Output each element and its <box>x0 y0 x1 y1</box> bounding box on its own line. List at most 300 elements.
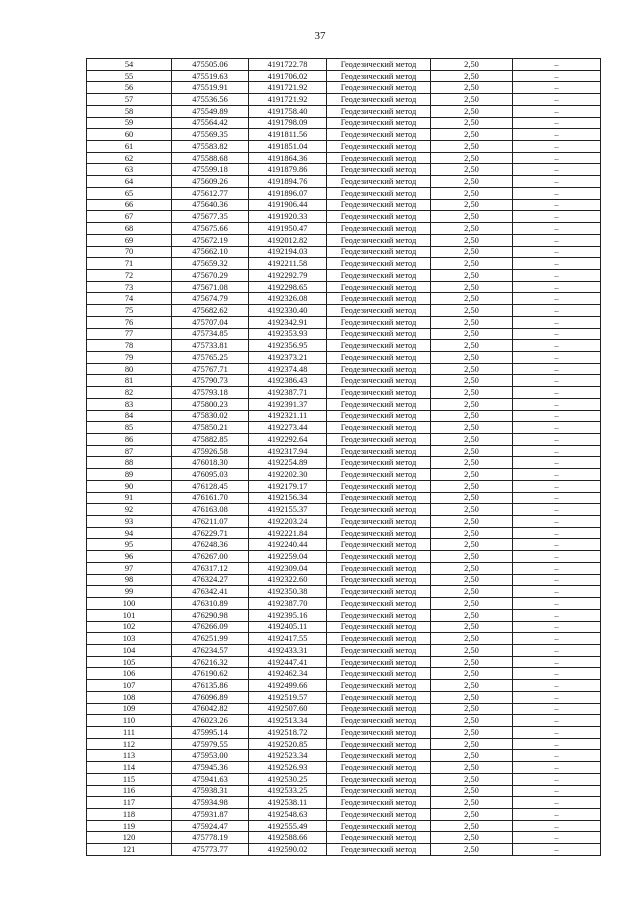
x-coordinate-cell: 475733.81 <box>172 340 249 352</box>
accuracy-cell: 2,50 <box>431 375 513 387</box>
method-cell: Геодезический метод <box>327 703 431 715</box>
note-cell: – <box>513 410 601 422</box>
note-cell: – <box>513 820 601 832</box>
y-coordinate-cell: 4192317.94 <box>249 445 327 457</box>
point-number-cell: 80 <box>87 363 172 375</box>
accuracy-cell: 2,50 <box>431 492 513 504</box>
point-number-cell: 63 <box>87 164 172 176</box>
method-cell: Геодезический метод <box>327 527 431 539</box>
point-number-cell: 84 <box>87 410 172 422</box>
table-row <box>87 129 601 141</box>
x-coordinate-cell: 475599.18 <box>172 164 249 176</box>
y-coordinate-cell: 4192254.89 <box>249 457 327 469</box>
x-coordinate-cell: 475938.31 <box>172 785 249 797</box>
table-row <box>87 269 601 281</box>
point-number-cell: 74 <box>87 293 172 305</box>
method-cell: Геодезический метод <box>327 70 431 82</box>
note-cell: – <box>513 141 601 153</box>
y-coordinate-cell: 4192298.65 <box>249 281 327 293</box>
accuracy-cell: 2,50 <box>431 187 513 199</box>
note-cell: – <box>513 668 601 680</box>
accuracy-cell: 2,50 <box>431 715 513 727</box>
y-coordinate-cell: 4192156.34 <box>249 492 327 504</box>
method-cell: Геодезический метод <box>327 199 431 211</box>
table-row <box>87 59 601 71</box>
x-coordinate-cell: 476310.89 <box>172 598 249 610</box>
point-number-cell: 103 <box>87 633 172 645</box>
y-coordinate-cell: 4192356.95 <box>249 340 327 352</box>
x-coordinate-cell: 475659.32 <box>172 258 249 270</box>
x-coordinate-cell: 475662.10 <box>172 246 249 258</box>
accuracy-cell: 2,50 <box>431 457 513 469</box>
y-coordinate-cell: 4192520.85 <box>249 738 327 750</box>
point-number-cell: 76 <box>87 316 172 328</box>
point-number-cell: 120 <box>87 832 172 844</box>
accuracy-cell: 2,50 <box>431 351 513 363</box>
table-row <box>87 668 601 680</box>
table-row <box>87 387 601 399</box>
y-coordinate-cell: 4192309.04 <box>249 562 327 574</box>
table-row <box>87 586 601 598</box>
x-coordinate-cell: 476290.98 <box>172 609 249 621</box>
accuracy-cell: 2,50 <box>431 844 513 856</box>
accuracy-cell: 2,50 <box>431 234 513 246</box>
x-coordinate-cell: 476190.62 <box>172 668 249 680</box>
x-coordinate-cell: 476317.12 <box>172 562 249 574</box>
x-coordinate-cell: 476161.70 <box>172 492 249 504</box>
table-row <box>87 70 601 82</box>
y-coordinate-cell: 4192259.04 <box>249 551 327 563</box>
table-row <box>87 316 601 328</box>
point-number-cell: 109 <box>87 703 172 715</box>
accuracy-cell: 2,50 <box>431 305 513 317</box>
y-coordinate-cell: 4192292.64 <box>249 434 327 446</box>
y-coordinate-cell: 4191950.47 <box>249 223 327 235</box>
y-coordinate-cell: 4192391.37 <box>249 398 327 410</box>
y-coordinate-cell: 4192405.11 <box>249 621 327 633</box>
method-cell: Геодезический метод <box>327 644 431 656</box>
accuracy-cell: 2,50 <box>431 832 513 844</box>
accuracy-cell: 2,50 <box>431 785 513 797</box>
accuracy-cell: 2,50 <box>431 633 513 645</box>
method-cell: Геодезический метод <box>327 117 431 129</box>
table-row <box>87 246 601 258</box>
x-coordinate-cell: 475830.02 <box>172 410 249 422</box>
note-cell: – <box>513 422 601 434</box>
method-cell: Геодезический метод <box>327 457 431 469</box>
y-coordinate-cell: 4192330.40 <box>249 305 327 317</box>
accuracy-cell: 2,50 <box>431 480 513 492</box>
y-coordinate-cell: 4192548.63 <box>249 809 327 821</box>
x-coordinate-cell: 475612.77 <box>172 187 249 199</box>
table-row <box>87 680 601 692</box>
accuracy-cell: 2,50 <box>431 105 513 117</box>
accuracy-cell: 2,50 <box>431 152 513 164</box>
method-cell: Геодезический метод <box>327 844 431 856</box>
y-coordinate-cell: 4192211.58 <box>249 258 327 270</box>
method-cell: Геодезический метод <box>327 691 431 703</box>
accuracy-cell: 2,50 <box>431 516 513 528</box>
point-number-cell: 73 <box>87 281 172 293</box>
accuracy-cell: 2,50 <box>431 668 513 680</box>
note-cell: – <box>513 656 601 668</box>
accuracy-cell: 2,50 <box>431 644 513 656</box>
accuracy-cell: 2,50 <box>431 586 513 598</box>
point-number-cell: 88 <box>87 457 172 469</box>
x-coordinate-cell: 476342.41 <box>172 586 249 598</box>
table-row <box>87 703 601 715</box>
y-coordinate-cell: 4192518.72 <box>249 726 327 738</box>
accuracy-cell: 2,50 <box>431 199 513 211</box>
y-coordinate-cell: 4192533.25 <box>249 785 327 797</box>
table-row <box>87 609 601 621</box>
y-coordinate-cell: 4192433.31 <box>249 644 327 656</box>
note-cell: – <box>513 726 601 738</box>
x-coordinate-cell: 476023.26 <box>172 715 249 727</box>
method-cell: Геодезический метод <box>327 668 431 680</box>
note-cell: – <box>513 621 601 633</box>
x-coordinate-cell: 475588.68 <box>172 152 249 164</box>
point-number-cell: 93 <box>87 516 172 528</box>
y-coordinate-cell: 4192507.60 <box>249 703 327 715</box>
note-cell: – <box>513 574 601 586</box>
point-number-cell: 65 <box>87 187 172 199</box>
accuracy-cell: 2,50 <box>431 504 513 516</box>
table-row <box>87 211 601 223</box>
x-coordinate-cell: 475941.63 <box>172 773 249 785</box>
table-row <box>87 644 601 656</box>
table-row <box>87 762 601 774</box>
table-row <box>87 738 601 750</box>
point-number-cell: 57 <box>87 94 172 106</box>
method-cell: Геодезический метод <box>327 633 431 645</box>
point-number-cell: 83 <box>87 398 172 410</box>
point-number-cell: 92 <box>87 504 172 516</box>
x-coordinate-cell: 476163.08 <box>172 504 249 516</box>
accuracy-cell: 2,50 <box>431 293 513 305</box>
x-coordinate-cell: 475677.35 <box>172 211 249 223</box>
table-row <box>87 94 601 106</box>
table-row <box>87 105 601 117</box>
point-number-cell: 108 <box>87 691 172 703</box>
method-cell: Геодезический метод <box>327 293 431 305</box>
table-row <box>87 656 601 668</box>
point-number-cell: 94 <box>87 527 172 539</box>
note-cell: – <box>513 351 601 363</box>
method-cell: Геодезический метод <box>327 726 431 738</box>
y-coordinate-cell: 4191758.40 <box>249 105 327 117</box>
point-number-cell: 54 <box>87 59 172 71</box>
method-cell: Геодезический метод <box>327 351 431 363</box>
x-coordinate-cell: 475945.36 <box>172 762 249 774</box>
y-coordinate-cell: 4192321.11 <box>249 410 327 422</box>
y-coordinate-cell: 4192387.71 <box>249 387 327 399</box>
x-coordinate-cell: 476135.86 <box>172 680 249 692</box>
y-coordinate-cell: 4191906.44 <box>249 199 327 211</box>
table-row <box>87 562 601 574</box>
table-row <box>87 117 601 129</box>
y-coordinate-cell: 4192012.82 <box>249 234 327 246</box>
y-coordinate-cell: 4191721.92 <box>249 82 327 94</box>
x-coordinate-cell: 475519.63 <box>172 70 249 82</box>
method-cell: Геодезический метод <box>327 750 431 762</box>
note-cell: – <box>513 164 601 176</box>
table-row <box>87 726 601 738</box>
x-coordinate-cell: 476211.07 <box>172 516 249 528</box>
point-number-cell: 100 <box>87 598 172 610</box>
note-cell: – <box>513 129 601 141</box>
method-cell: Геодезический метод <box>327 504 431 516</box>
y-coordinate-cell: 4191851.04 <box>249 141 327 153</box>
x-coordinate-cell: 475707.04 <box>172 316 249 328</box>
point-number-cell: 85 <box>87 422 172 434</box>
note-cell: – <box>513 445 601 457</box>
accuracy-cell: 2,50 <box>431 59 513 71</box>
table-row <box>87 539 601 551</box>
point-number-cell: 90 <box>87 480 172 492</box>
y-coordinate-cell: 4192350.38 <box>249 586 327 598</box>
note-cell: – <box>513 633 601 645</box>
method-cell: Геодезический метод <box>327 269 431 281</box>
table-row <box>87 141 601 153</box>
note-cell: – <box>513 738 601 750</box>
y-coordinate-cell: 4191864.36 <box>249 152 327 164</box>
method-cell: Геодезический метод <box>327 551 431 563</box>
x-coordinate-cell: 475767.71 <box>172 363 249 375</box>
table-row <box>87 773 601 785</box>
note-cell: – <box>513 527 601 539</box>
method-cell: Геодезический метод <box>327 387 431 399</box>
method-cell: Геодезический метод <box>327 422 431 434</box>
table-row <box>87 598 601 610</box>
x-coordinate-cell: 475569.35 <box>172 129 249 141</box>
accuracy-cell: 2,50 <box>431 82 513 94</box>
x-coordinate-cell: 475882.85 <box>172 434 249 446</box>
accuracy-cell: 2,50 <box>431 598 513 610</box>
accuracy-cell: 2,50 <box>431 316 513 328</box>
y-coordinate-cell: 4192513.34 <box>249 715 327 727</box>
accuracy-cell: 2,50 <box>431 621 513 633</box>
accuracy-cell: 2,50 <box>431 129 513 141</box>
point-number-cell: 71 <box>87 258 172 270</box>
accuracy-cell: 2,50 <box>431 820 513 832</box>
accuracy-cell: 2,50 <box>431 469 513 481</box>
note-cell: – <box>513 398 601 410</box>
table-row <box>87 832 601 844</box>
note-cell: – <box>513 715 601 727</box>
method-cell: Геодезический метод <box>327 574 431 586</box>
note-cell: – <box>513 434 601 446</box>
table-row <box>87 258 601 270</box>
table-row <box>87 398 601 410</box>
x-coordinate-cell: 475536.56 <box>172 94 249 106</box>
method-cell: Геодезический метод <box>327 141 431 153</box>
x-coordinate-cell: 476229.71 <box>172 527 249 539</box>
point-number-cell: 79 <box>87 351 172 363</box>
table-row <box>87 375 601 387</box>
note-cell: – <box>513 773 601 785</box>
point-number-cell: 116 <box>87 785 172 797</box>
y-coordinate-cell: 4191894.76 <box>249 176 327 188</box>
accuracy-cell: 2,50 <box>431 246 513 258</box>
x-coordinate-cell: 475926.58 <box>172 445 249 457</box>
note-cell: – <box>513 750 601 762</box>
note-cell: – <box>513 387 601 399</box>
note-cell: – <box>513 187 601 199</box>
table-row <box>87 516 601 528</box>
accuracy-cell: 2,50 <box>431 445 513 457</box>
point-number-cell: 96 <box>87 551 172 563</box>
method-cell: Геодезический метод <box>327 223 431 235</box>
coordinates-table <box>86 58 601 856</box>
method-cell: Геодезический метод <box>327 363 431 375</box>
point-number-cell: 86 <box>87 434 172 446</box>
method-cell: Геодезический метод <box>327 258 431 270</box>
x-coordinate-cell: 475583.82 <box>172 141 249 153</box>
note-cell: – <box>513 703 601 715</box>
point-number-cell: 56 <box>87 82 172 94</box>
y-coordinate-cell: 4191721.92 <box>249 94 327 106</box>
method-cell: Геодезический метод <box>327 316 431 328</box>
note-cell: – <box>513 59 601 71</box>
point-number-cell: 87 <box>87 445 172 457</box>
point-number-cell: 64 <box>87 176 172 188</box>
accuracy-cell: 2,50 <box>431 551 513 563</box>
accuracy-cell: 2,50 <box>431 94 513 106</box>
method-cell: Геодезический метод <box>327 105 431 117</box>
note-cell: – <box>513 176 601 188</box>
note-cell: – <box>513 691 601 703</box>
point-number-cell: 58 <box>87 105 172 117</box>
y-coordinate-cell: 4192179.17 <box>249 480 327 492</box>
point-number-cell: 61 <box>87 141 172 153</box>
method-cell: Геодезический метод <box>327 434 431 446</box>
accuracy-cell: 2,50 <box>431 434 513 446</box>
point-number-cell: 70 <box>87 246 172 258</box>
method-cell: Геодезический метод <box>327 656 431 668</box>
accuracy-cell: 2,50 <box>431 176 513 188</box>
table-row <box>87 82 601 94</box>
x-coordinate-cell: 476267.00 <box>172 551 249 563</box>
x-coordinate-cell: 476234.57 <box>172 644 249 656</box>
accuracy-cell: 2,50 <box>431 340 513 352</box>
note-cell: – <box>513 152 601 164</box>
point-number-cell: 121 <box>87 844 172 856</box>
x-coordinate-cell: 475765.25 <box>172 351 249 363</box>
note-cell: – <box>513 680 601 692</box>
note-cell: – <box>513 609 601 621</box>
accuracy-cell: 2,50 <box>431 691 513 703</box>
accuracy-cell: 2,50 <box>431 750 513 762</box>
y-coordinate-cell: 4192523.34 <box>249 750 327 762</box>
x-coordinate-cell: 475640.36 <box>172 199 249 211</box>
x-coordinate-cell: 475931.87 <box>172 809 249 821</box>
point-number-cell: 97 <box>87 562 172 574</box>
x-coordinate-cell: 475850.21 <box>172 422 249 434</box>
accuracy-cell: 2,50 <box>431 797 513 809</box>
accuracy-cell: 2,50 <box>431 680 513 692</box>
note-cell: – <box>513 70 601 82</box>
point-number-cell: 75 <box>87 305 172 317</box>
point-number-cell: 95 <box>87 539 172 551</box>
y-coordinate-cell: 4192519.57 <box>249 691 327 703</box>
table-row <box>87 480 601 492</box>
method-cell: Геодезический метод <box>327 598 431 610</box>
table-row <box>87 691 601 703</box>
y-coordinate-cell: 4191798.09 <box>249 117 327 129</box>
note-cell: – <box>513 797 601 809</box>
y-coordinate-cell: 4191920.33 <box>249 211 327 223</box>
note-cell: – <box>513 223 601 235</box>
method-cell: Геодезический метод <box>327 281 431 293</box>
method-cell: Геодезический метод <box>327 340 431 352</box>
x-coordinate-cell: 476251.99 <box>172 633 249 645</box>
table-row <box>87 750 601 762</box>
method-cell: Геодезический метод <box>327 492 431 504</box>
table-row <box>87 492 601 504</box>
x-coordinate-cell: 475778.19 <box>172 832 249 844</box>
x-coordinate-cell: 475672.19 <box>172 234 249 246</box>
y-coordinate-cell: 4192417.55 <box>249 633 327 645</box>
note-cell: – <box>513 562 601 574</box>
table-row <box>87 820 601 832</box>
note-cell: – <box>513 293 601 305</box>
accuracy-cell: 2,50 <box>431 70 513 82</box>
y-coordinate-cell: 4192555.49 <box>249 820 327 832</box>
method-cell: Геодезический метод <box>327 680 431 692</box>
x-coordinate-cell: 476095.03 <box>172 469 249 481</box>
y-coordinate-cell: 4191879.86 <box>249 164 327 176</box>
x-coordinate-cell: 475549.89 <box>172 105 249 117</box>
note-cell: – <box>513 516 601 528</box>
method-cell: Геодезический метод <box>327 516 431 528</box>
method-cell: Геодезический метод <box>327 762 431 774</box>
table-row <box>87 785 601 797</box>
accuracy-cell: 2,50 <box>431 574 513 586</box>
table-row <box>87 633 601 645</box>
point-number-cell: 77 <box>87 328 172 340</box>
accuracy-cell: 2,50 <box>431 223 513 235</box>
method-cell: Геодезический метод <box>327 305 431 317</box>
y-coordinate-cell: 4192387.70 <box>249 598 327 610</box>
note-cell: – <box>513 539 601 551</box>
note-cell: – <box>513 94 601 106</box>
x-coordinate-cell: 475682.62 <box>172 305 249 317</box>
method-cell: Геодезический метод <box>327 152 431 164</box>
x-coordinate-cell: 476248.36 <box>172 539 249 551</box>
x-coordinate-cell: 476128.45 <box>172 480 249 492</box>
method-cell: Геодезический метод <box>327 609 431 621</box>
point-number-cell: 119 <box>87 820 172 832</box>
x-coordinate-cell: 475505.06 <box>172 59 249 71</box>
note-cell: – <box>513 598 601 610</box>
note-cell: – <box>513 480 601 492</box>
y-coordinate-cell: 4192194.03 <box>249 246 327 258</box>
point-number-cell: 107 <box>87 680 172 692</box>
y-coordinate-cell: 4192588.66 <box>249 832 327 844</box>
method-cell: Геодезический метод <box>327 94 431 106</box>
note-cell: – <box>513 316 601 328</box>
table-row <box>87 199 601 211</box>
accuracy-cell: 2,50 <box>431 164 513 176</box>
accuracy-cell: 2,50 <box>431 726 513 738</box>
accuracy-cell: 2,50 <box>431 281 513 293</box>
x-coordinate-cell: 475674.79 <box>172 293 249 305</box>
method-cell: Геодезический метод <box>327 773 431 785</box>
method-cell: Геодезический метод <box>327 328 431 340</box>
y-coordinate-cell: 4192530.25 <box>249 773 327 785</box>
point-number-cell: 115 <box>87 773 172 785</box>
